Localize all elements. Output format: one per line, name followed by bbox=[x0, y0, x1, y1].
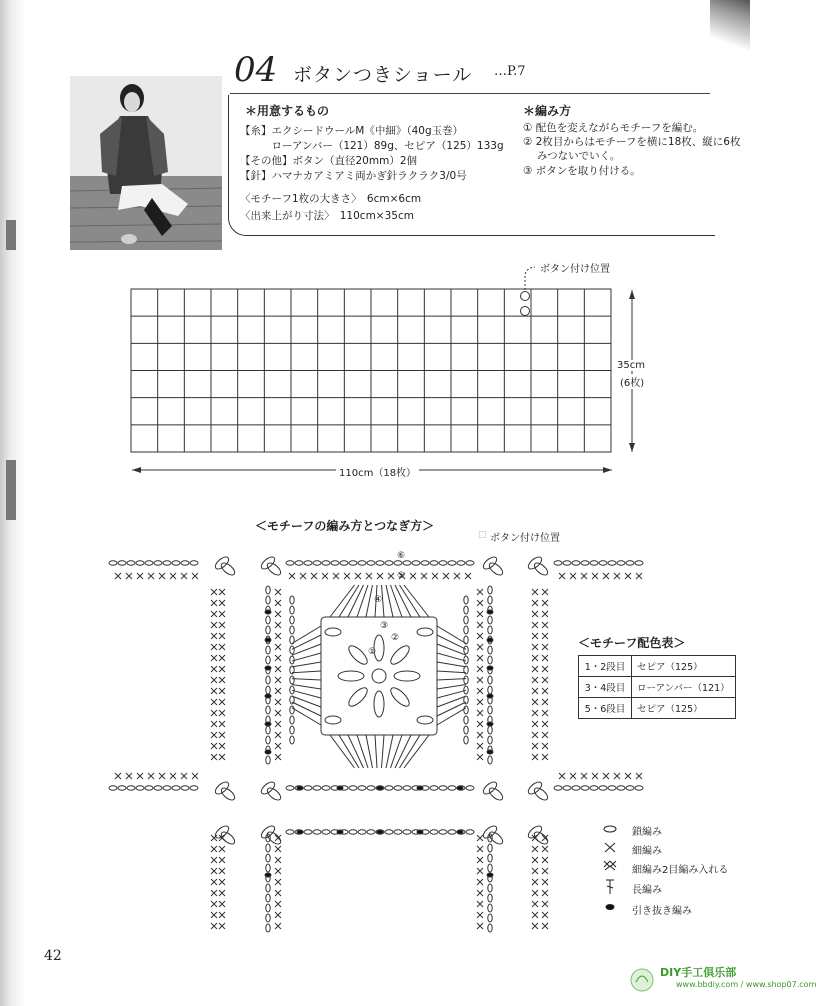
slip-stitch-icon bbox=[606, 905, 614, 910]
color-table-title: ＜モチーフ配色表＞ bbox=[578, 636, 686, 650]
legend-label: 長編み bbox=[632, 885, 662, 896]
materials-yarn-colors: ローアンバー（121）89g、セピア（125）133g bbox=[240, 140, 504, 152]
legend-label: 鎖編み bbox=[632, 827, 662, 838]
legend-label: 細編み bbox=[632, 846, 662, 857]
page-number: 42 bbox=[44, 948, 62, 964]
rounds-cell: 3・4段目 bbox=[579, 677, 632, 698]
height-label: 35cm bbox=[617, 360, 645, 371]
materials-other: 【その他】ボタン（直径20mm）2個 bbox=[240, 155, 417, 167]
materials-needle: 【針】ハマナカアミアミ両かぎ針ラクラク3/0号 bbox=[240, 170, 467, 182]
materials-title: ＊用意するもの bbox=[245, 104, 330, 118]
color-cell: セピア（125） bbox=[632, 698, 736, 719]
color-cell: ローアンバー（121） bbox=[632, 677, 736, 698]
motif-size: 〈モチーフ1枚の大きさ〉 6cm×6cm bbox=[240, 193, 422, 205]
round-label: ① bbox=[368, 647, 377, 657]
legend-label: 引き抜き編み bbox=[632, 906, 692, 917]
materials-yarn: 【糸】エクシードウールM《中細》（40g玉巻） bbox=[240, 125, 464, 137]
round-label: ⑥ bbox=[397, 551, 406, 561]
pattern-number: 04 bbox=[234, 50, 278, 90]
rounds-cell: 5・6段目 bbox=[579, 698, 632, 719]
double-crochet-icon bbox=[606, 880, 614, 894]
step-3: ③ ボタンを取り付ける。 bbox=[523, 165, 641, 177]
step-2: ② 2枚目からはモチーフを横に18枚、縦に6枚 bbox=[523, 136, 741, 148]
round-label: ③ bbox=[380, 621, 389, 631]
round-label: ⑤ bbox=[397, 571, 406, 581]
steps-title: ＊編み方 bbox=[523, 104, 572, 118]
step-2-cont: みつないでいく。 bbox=[523, 150, 621, 162]
height-count: (6枚) bbox=[620, 374, 644, 389]
page-reference: …P.7 bbox=[494, 64, 526, 79]
motif-button-label: ボタン付け位置 bbox=[490, 533, 560, 544]
chain-icon bbox=[604, 826, 616, 832]
pattern-title: ボタンつきショール bbox=[293, 64, 473, 86]
finished-size: 〈出来上がり寸法〉 110cm×35cm bbox=[240, 210, 414, 222]
watermark-url: www.bbdiy.com / www.shop07.com bbox=[676, 980, 816, 989]
sc-2-in-1-icon bbox=[604, 861, 616, 870]
rounds-cell: 1・2段目 bbox=[579, 656, 632, 677]
color-cell: セピア（125） bbox=[632, 656, 736, 677]
legend-label: 細編み2目編み入れる bbox=[632, 865, 729, 876]
motif-section-title: ＜モチーフの編み方とつなぎ方＞ bbox=[255, 519, 435, 533]
button-position-label: ボタン付け位置 bbox=[540, 264, 610, 275]
faded-square: □ bbox=[478, 530, 487, 540]
width-label: 110cm（18枚） bbox=[336, 464, 419, 479]
step-1: ① 配色を変えながらモチーフを編む。 bbox=[523, 122, 704, 134]
round-label: ② bbox=[391, 633, 400, 643]
round-label: ④ bbox=[374, 595, 383, 605]
single-crochet-icon bbox=[605, 843, 615, 852]
watermark-name: DIY手工俱乐部 bbox=[660, 966, 737, 979]
